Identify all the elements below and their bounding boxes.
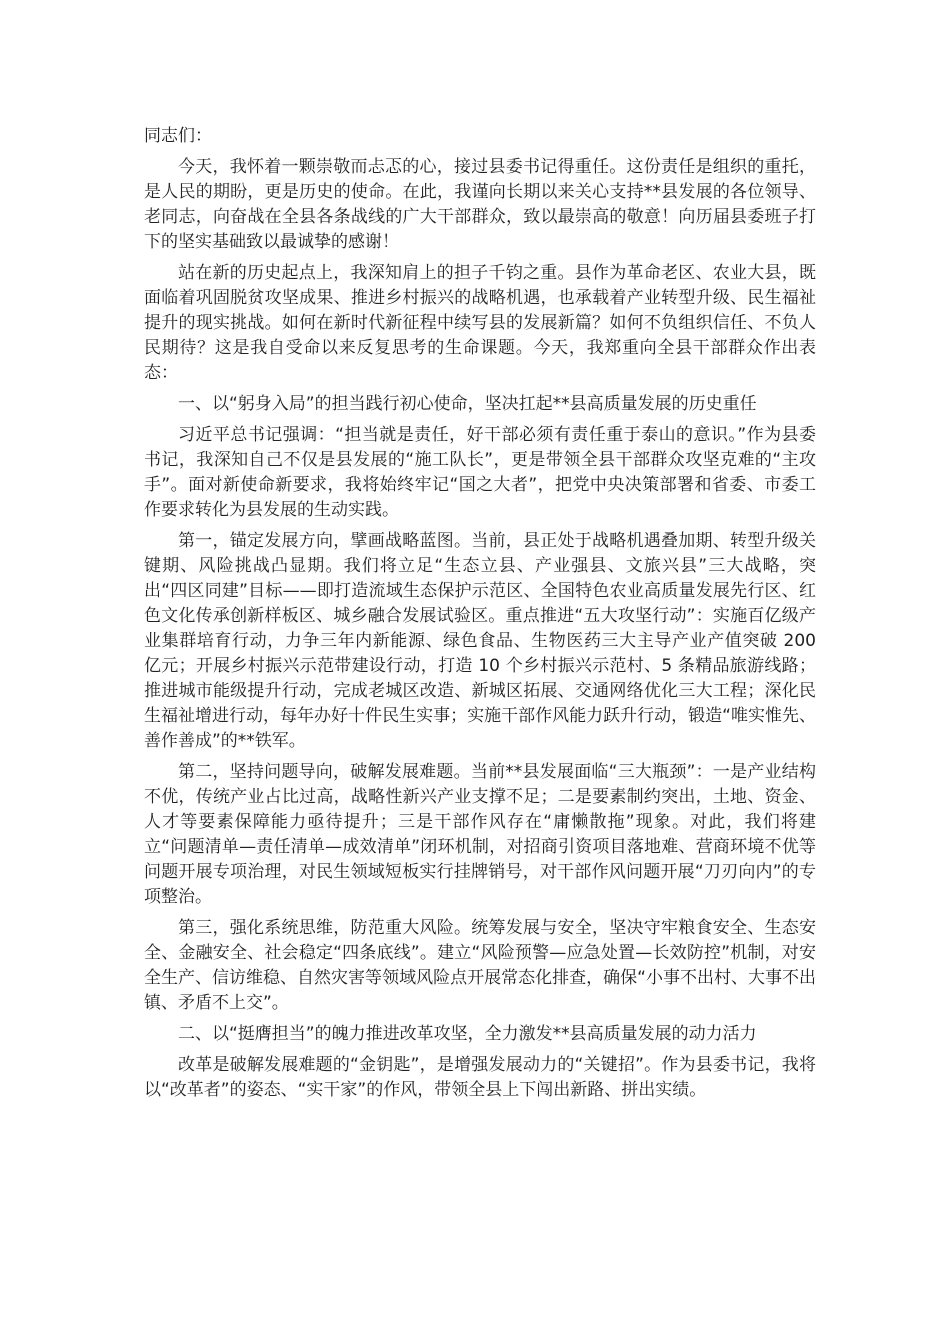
paragraph-third-point: 第三，强化系统思维，防范重大风险。统筹发展与安全，坚决守牢粮食安全、生态安全、金融安全、社会稳定“四条底线”。建立“风险预警—应急处置—长效防控”机制，对安全生产、信访维稳、自然灾害等领域风险点开展常态化排查，确保“小事不出村、大事不出镇、矛盾不上交”。 <box>144 918 816 1013</box>
paragraph-first-point: 第一，锚定发展方向，擘画战略蓝图。当前，县正处于战略机遇叠加期、转型升级关键期、风险挑战凸显期。我们将立足“生态立县、产业强县、文旅兴县”三大战略，突出“四区同建”目标——即打造流域生态保护示范区、全国特色农业高质量发展先行区、红色文化传承创新样板区、城乡融合发展试验区。重点推进“五大攻坚行动”：实施百亿级产业集群培育行动，力争三年内新能源、绿色食品、生物医药三大主导产业产值突破 200 亿元；开展乡村振兴示范带建设行动，打造 10 个乡村振兴示范村、5 条精品旅游线路；推进城市能级提升行动，完成老城区改造、新城区拓展、交通网络优化三大工程；深化民生福祉增进行动，每年办好十件民生实事；实施干部作风能力跃升行动，锻造“唯实惟先、善作善成”的**铁军。 <box>144 531 816 751</box>
document-body <box>144 124 816 1109</box>
paragraph-reform: 改革是破解发展难题的“金钥匙”，是增强发展动力的“关键招”。作为县委书记，我将以“改革者”的姿态、“实干家”的作风，带领全县上下闯出新路、拼出实绩。 <box>144 1055 816 1100</box>
section-heading-1: 一、以“躬身入局”的担当践行初心使命，坚决扛起**县高质量发展的历史重任 <box>178 394 757 414</box>
paragraph-context: 站在新的历史起点上，我深知肩上的担子千钧之重。县作为革命老区、农业大县，既面临着巩固脱贫攻坚成果、推进乡村振兴的战略机遇，也承载着产业转型升级、民生福祉提升的现实挑战。如何在新时代新征程中续写县的发展新篇？如何不负组织信任、不负人民期待？这是我自受命以来反复思考的生命课题。今天，我郑重向全县干部群众作出表态： <box>144 263 816 383</box>
paragraph-opening: 今天，我怀着一颗崇敬而忐忑的心，接过县委书记得重任。这份责任是组织的重托，是人民的期盼，更是历史的使命。在此，我谨向长期以来关心支持**县发展的各位领导、老同志，向奋战在全县各条战线的广大干部群众，致以最崇高的敬意！向历届县委班子打下的坚实基础致以最诚挚的感谢！ <box>144 157 816 252</box>
salutation: 同志们： <box>144 126 212 146</box>
section-heading-2: 二、以“挺膺担当”的魄力推进改革攻坚，全力激发**县高质量发展的动力活力 <box>178 1024 757 1044</box>
paragraph-quote: 习近平总书记强调：“担当就是责任，好干部必须有责任重于泰山的意识。”作为县委书记，我深知自己不仅是县发展的“施工队长”，更是带领全县干部群众攻坚克难的“主攻手”。面对新使命新要求，我将始终牢记“国之大者”，把党中央决策部署和省委、市委工作要求转化为县发展的生动实践。 <box>144 425 816 520</box>
paragraph-second-point: 第二，坚持问题导向，破解发展难题。当前**县发展面临“三大瓶颈”：一是产业结构不优，传统产业占比过高，战略性新兴产业支撑不足；二是要素制约突出，土地、资金、人才等要素保障能力亟待提升；三是干部作风存在“庸懒散拖”现象。对此，我们将建立“问题清单—责任清单—成效清单”闭环机制，对招商引资项目落地难、营商环境不优等问题开展专项治理，对民生领域短板实行挂牌销号，对干部作风问题开展“刀刃向内”的专项整治。 <box>144 762 816 907</box>
